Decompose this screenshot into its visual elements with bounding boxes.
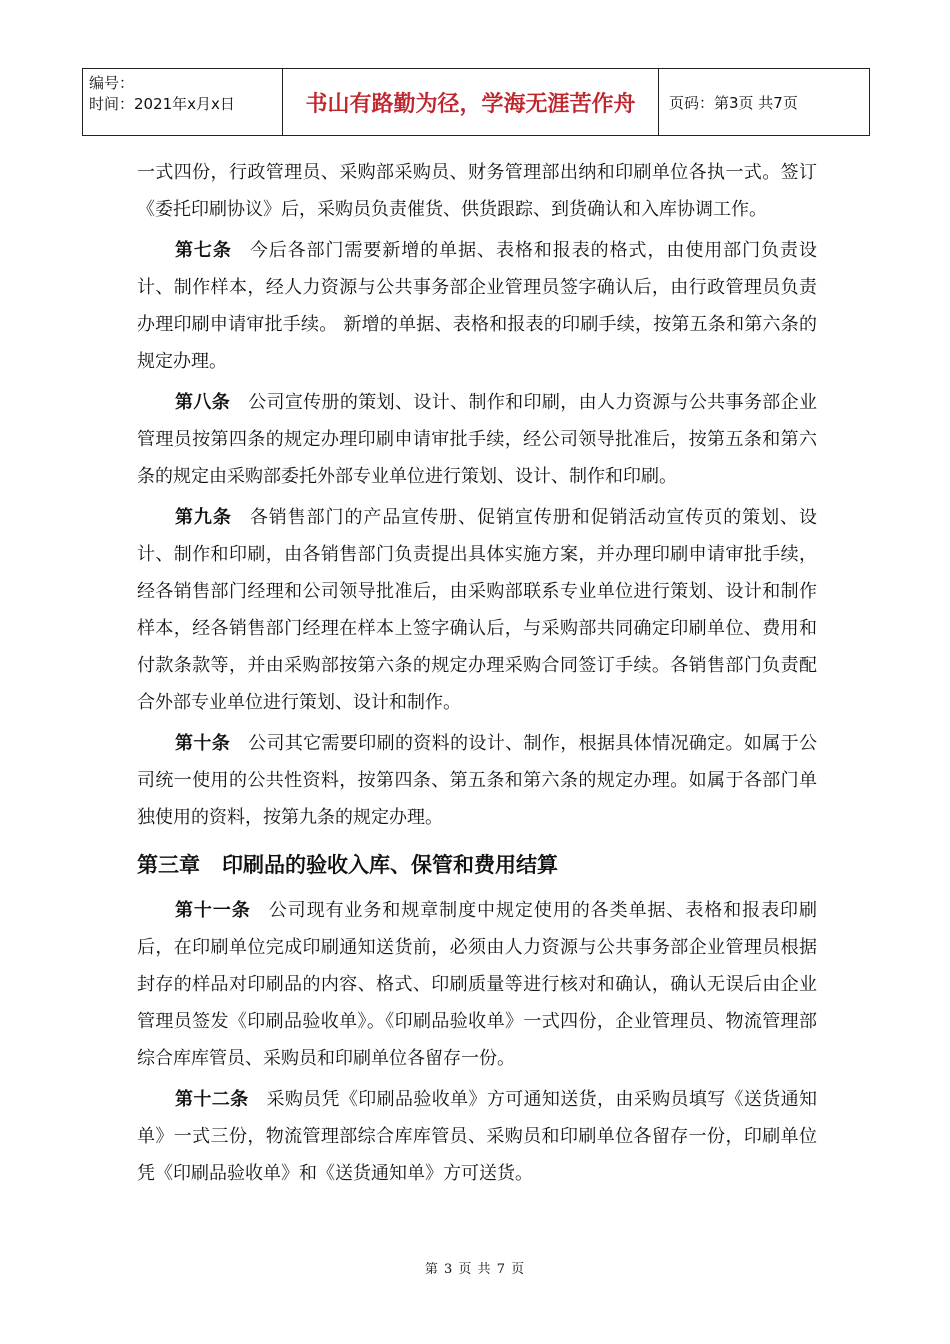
article-12-title: 第十二条: [175, 1089, 249, 1110]
article-9-text: 各销售部门的产品宣传册、促销宣传册和促销活动宣传页的策划、设计、制作和印刷，由各销售部门负责提出具体实施方案，并办理印刷申请审批手续，经各销售部门经理和公司领导批准后，由采购部联系专业单位进行策划、设计和制作样本，经各销售部门经理在样本上签字确认后，与采购部共同确定印刷单位、费用和付款条款等，并由采购部按第六条的规定办理采购合同签订手续。各销售部门负责配合外部专业单位进行策划、设计和制作。: [137, 507, 817, 713]
page-header: [82, 68, 870, 136]
article-9: [137, 499, 817, 721]
article-8-text: 公司宣传册的策划、设计、制作和印刷，由人力资源与公共事务部企业管理员按第四条的规定办理印刷申请审批手续，经公司领导批准后，按第五条和第六条的规定由采购部委托外部专业单位进行策划、设计、制作和印刷。: [137, 392, 817, 487]
document-number-label: 编号：: [89, 74, 135, 92]
page-footer: 第 3 页 共 7 页: [424, 1262, 526, 1277]
chapter-number: 第三章: [137, 853, 200, 877]
chapter-heading: [137, 848, 817, 882]
chapter-title: 印刷品的验收入库、保管和费用结算: [222, 853, 558, 877]
article-12: [137, 1081, 817, 1192]
article-7-text: 今后各部门需要新增的单据、表格和报表的格式，由使用部门负责设计、制作样本，经人力资源与公共事务部企业管理员签字确认后，由行政管理员负责办理印刷申请审批手续。 新增的单据、表格和报表的印刷手续，按第五条和第六条的规定办理。: [137, 240, 817, 372]
article-8: [137, 384, 817, 495]
article-11: [137, 892, 817, 1077]
article-12-text: 采购员凭《印刷品验收单》方可通知送货，由采购员填写《送货通知单》一式三份，物流管理部综合库库管员、采购员和印刷单位各留存一份，印刷单位凭《印刷品验收单》和《送货通知单》方可送货。: [137, 1089, 818, 1184]
header-motto: 书山有路勤为径，学海无涯苦作舟: [283, 69, 659, 135]
header-meta: [83, 69, 283, 135]
document-time-label: 时间：2021年x月x日: [89, 95, 235, 113]
article-11-title: 第十一条: [175, 900, 251, 921]
paragraph-continued: 一式四份，行政管理员、采购部采购员、财务管理部出纳和印刷单位各执一式。签订《委托印刷协议》后，采购员负责催货、供货跟踪、到货确认和入库协调工作。: [137, 162, 817, 220]
article-10-title: 第十条: [175, 733, 231, 754]
article-10: [137, 725, 817, 836]
header-page-info: 页码：第3页 共7页: [669, 93, 798, 112]
article-11-text: 公司现有业务和规章制度中规定使用的各类单据、表格和报表印刷后，在印刷单位完成印刷通知送货前，必须由人力资源与公共事务部企业管理员根据封存的样品对印刷品的内容、格式、印刷质量等进行核对和确认，确认无误后由企业管理员签发《印刷品验收单》。《印刷品验收单》一式四份，企业管理员、物流管理部综合库库管员、采购员和印刷单位各留存一份。: [137, 900, 817, 1069]
article-7: [137, 232, 817, 380]
article-8-title: 第八条: [175, 392, 231, 413]
article-10-text: 公司其它需要印刷的资料的设计、制作，根据具体情况确定。如属于公司统一使用的公共性资料，按第四条、第五条和第六条的规定办理。如属于各部门单独使用的资料，按第九条的规定办理。: [137, 733, 817, 828]
document-body: [137, 154, 817, 1196]
article-7-title: 第七条: [175, 240, 232, 261]
article-9-title: 第九条: [175, 507, 232, 528]
